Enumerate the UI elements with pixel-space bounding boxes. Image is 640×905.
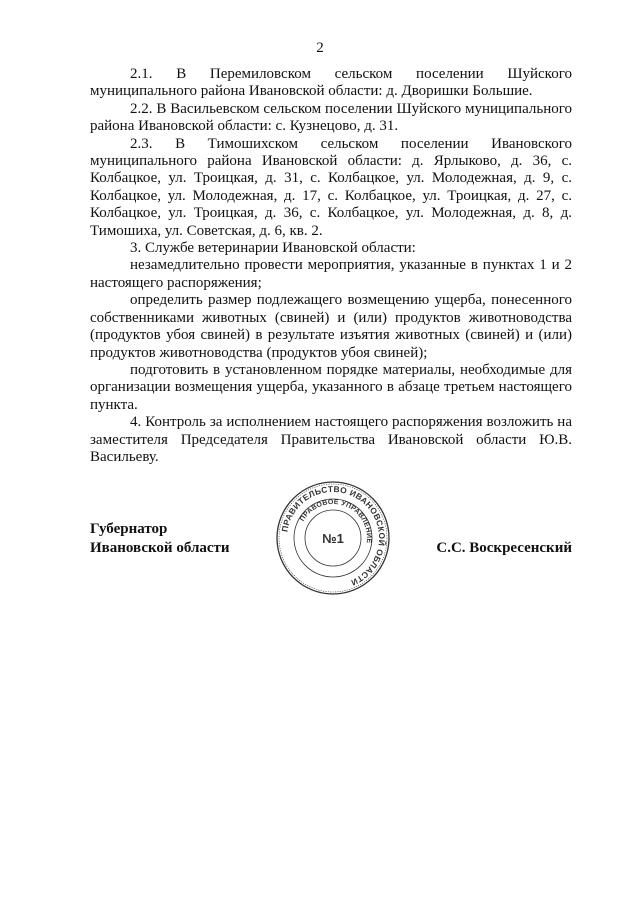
paragraph-3-item-1: незамедлительно провести мероприятия, указанные в пунктах 1 и 2 настоящего распоряжения;	[90, 257, 572, 291]
official-seal	[273, 478, 393, 598]
signatory-title	[90, 520, 230, 558]
paragraph-3: 3. Службе ветеринарии Ивановской области:	[130, 240, 416, 257]
page-number: 2	[316, 40, 324, 56]
paragraph-2-1: 2.1. В Перемиловском сельском поселении Шуйского муниципального района Ивановской области: д. Дворишки Большие.	[90, 66, 572, 100]
signatory-name: С.С. Воскресенский	[436, 540, 572, 556]
signatory-title-line-2: Ивановской области	[90, 540, 230, 556]
seal-outer-text: ПРАВИТЕЛЬСТВО ИВАНОВСКОЙ ОБЛАСТИ	[279, 483, 388, 588]
paragraph-2-3: 2.3. В Тимошихском сельском поселении Ивановского муниципального района Ивановской области: д. Ярлыково, д. 36, с. Колбацкое, ул. Троицкая, д. 31, с. Колбацкое, ул. Молодежная, д. 9, с. Колбацкое, ул. Молодежная, д. 17, с. Колбацкое, ул. Троицкая, д. 27, с. Колбацкое, ул. Троицкая, д. 36, с. Колбацкое, ул. Молодежная, д. 8, д. Тимошиха, ул. Советская, д. 6, кв. 2.	[90, 135, 572, 239]
paragraph-4: 4. Контроль за исполнением настоящего распоряжения возложить на заместителя Председателя Правительства Ивановской области Ю.В. Васильеву.	[90, 414, 572, 465]
paragraph-2-2: 2.2. В Васильевском сельском поселении Шуйского муниципального района Ивановской области: с. Кузнецово, д. 31.	[90, 100, 572, 135]
document-body	[90, 66, 572, 466]
paragraph-3-item-3: подготовить в установленном порядке материалы, необходимые для организации возмещения ущерба, указанного в абзаце третьем настоящего пункта.	[90, 361, 572, 413]
paragraph-3-item-2: определить размер подлежащего возмещению ущерба, понесенного собственниками животных (свиней) и (или) продуктов животноводства (продуктов убоя свиней) в результате изъятия животных (свиней) и (или) продуктов животноводства (продуктов убоя свиней);	[90, 292, 572, 361]
signatory-title-line-1: Губернатор	[90, 521, 168, 537]
seal-number: №1	[322, 531, 344, 546]
seal-inner-text: ПРАВОВОЕ УПРАВЛЕНИЕ	[298, 498, 373, 544]
signature-block	[90, 483, 572, 650]
